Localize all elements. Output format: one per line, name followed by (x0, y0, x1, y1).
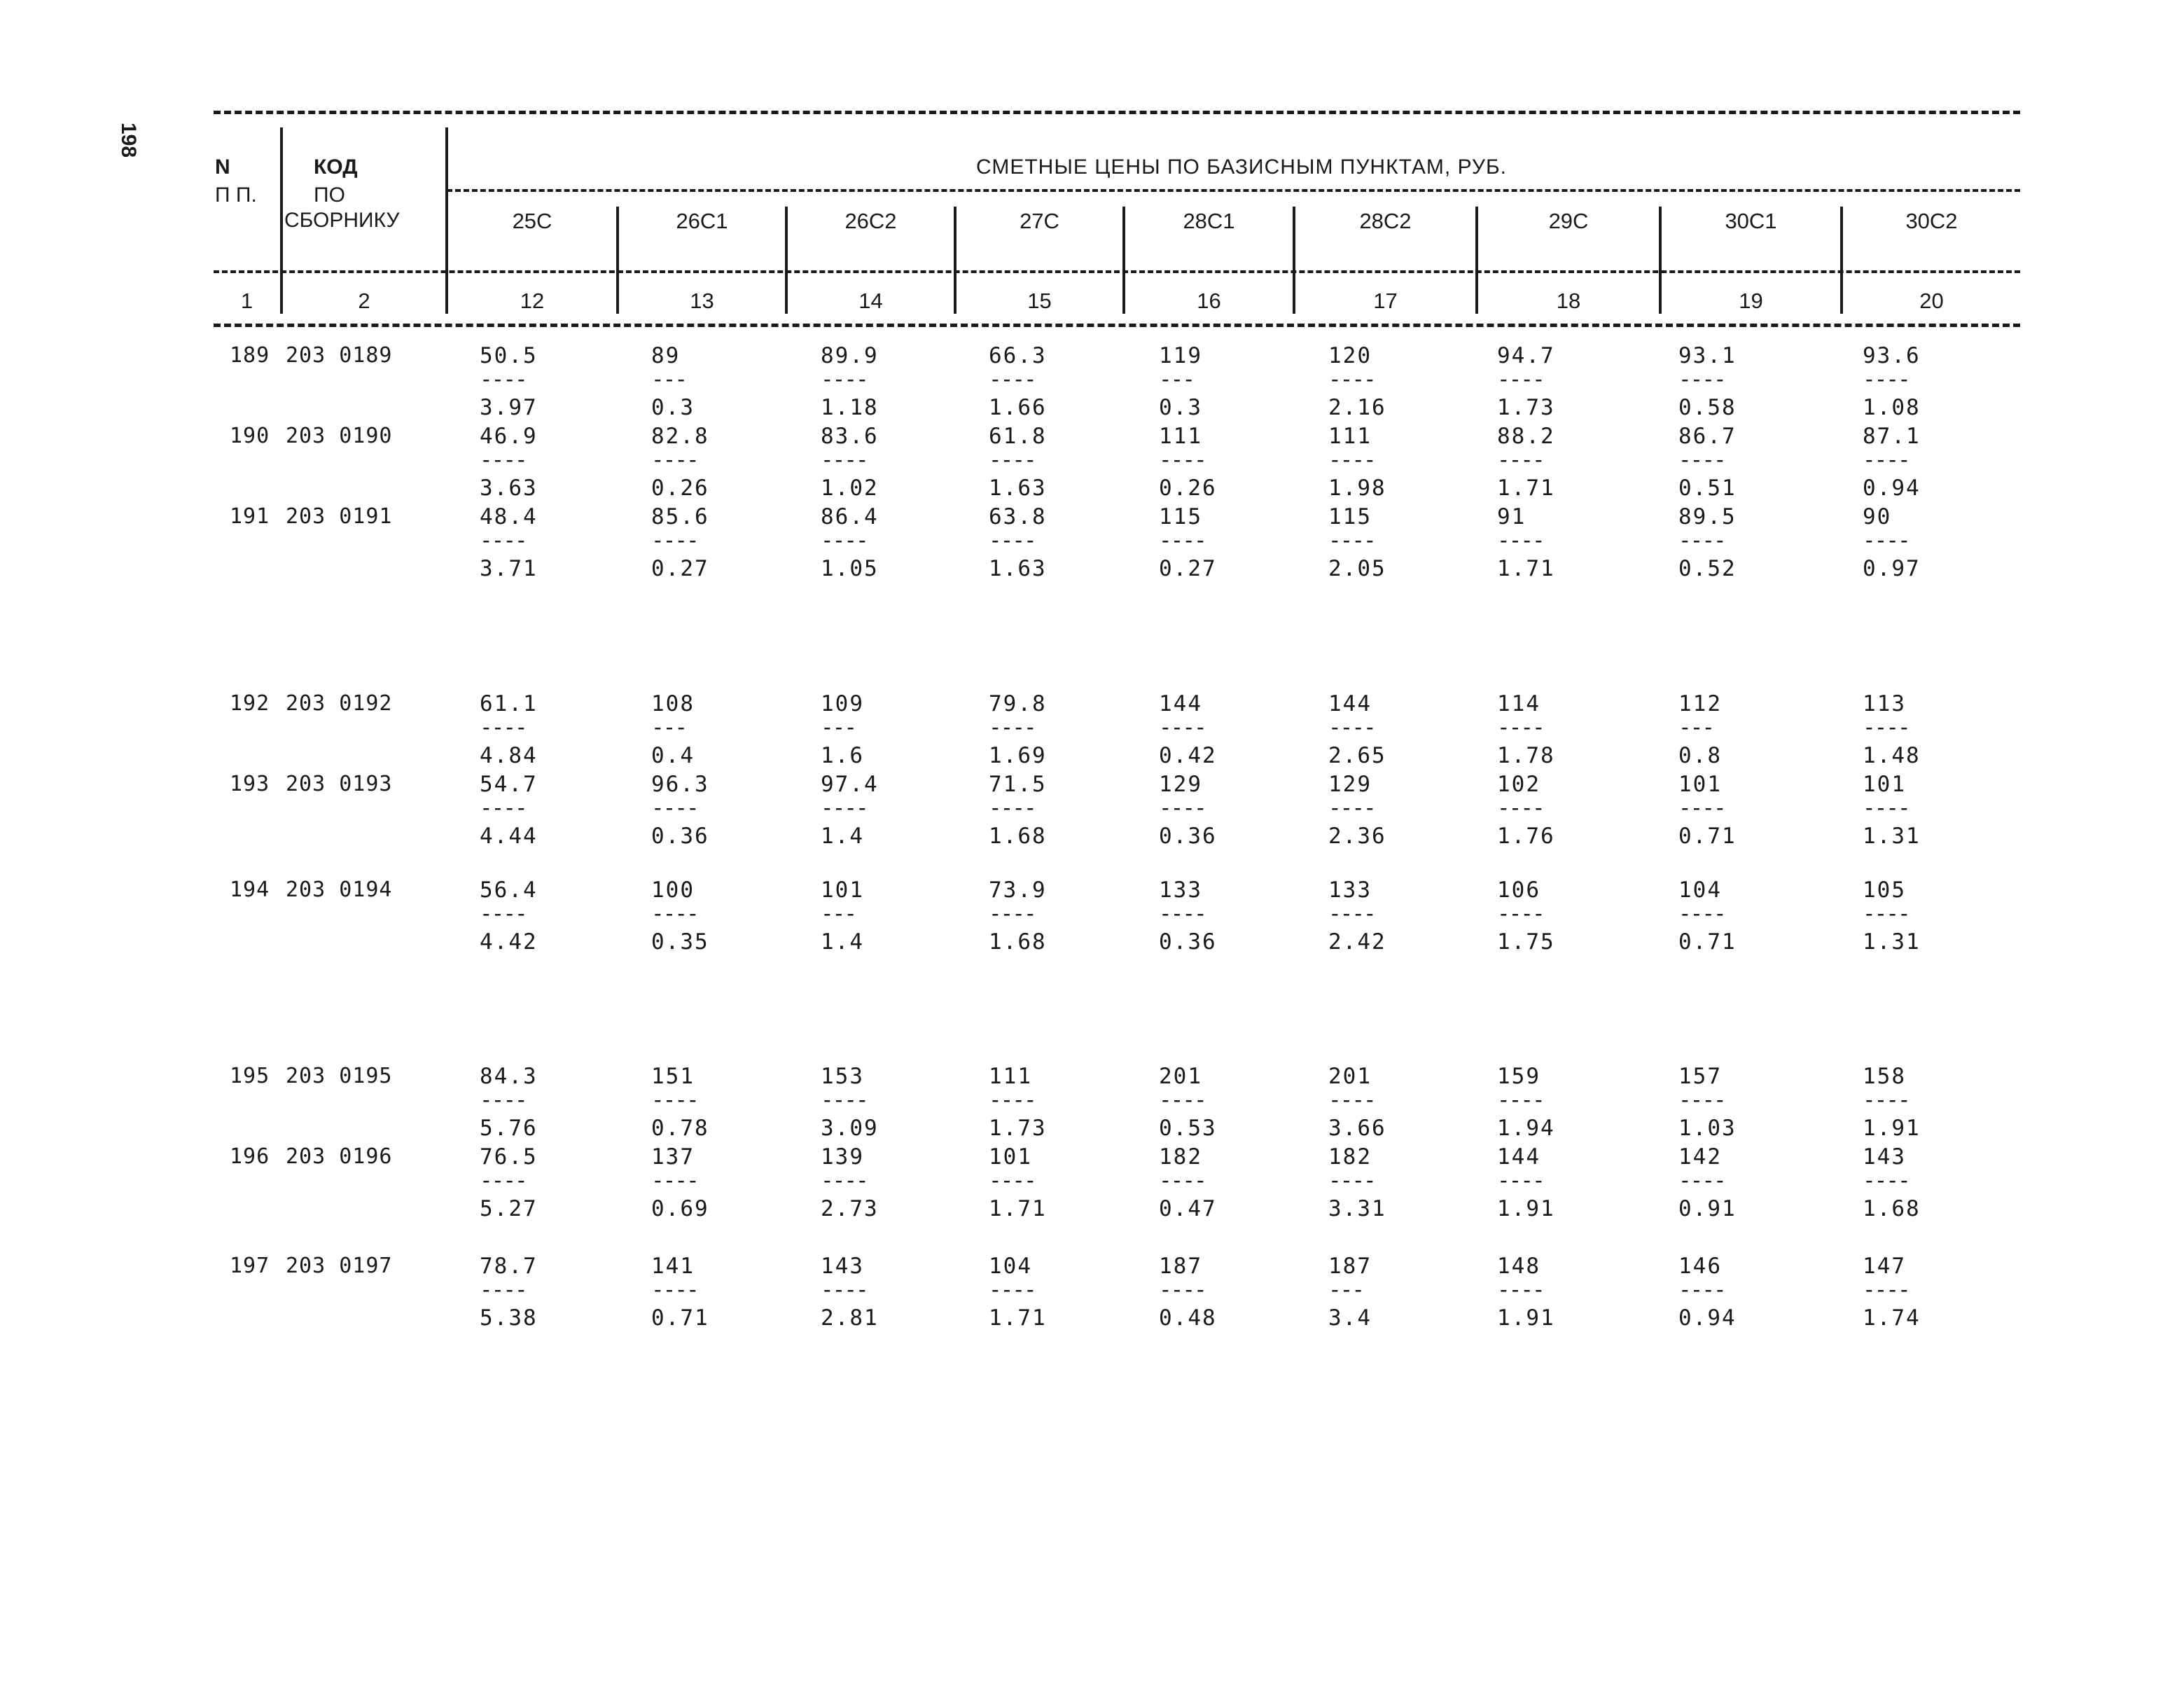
fraction-bar: ---- (1497, 367, 1544, 392)
price-value: 159 (1497, 1064, 1540, 1089)
extra-value: 0.27 (1159, 556, 1217, 581)
price-value: 93.6 (1863, 343, 1921, 368)
fraction-bar: ---- (480, 715, 527, 740)
row-code: 203 0196 (286, 1144, 393, 1169)
extra-value: 3.31 (1328, 1196, 1386, 1221)
price-value: 133 (1328, 878, 1372, 903)
fraction-bar: ---- (821, 448, 868, 473)
extra-value: 0.52 (1678, 556, 1737, 581)
row-code: 203 0193 (286, 772, 393, 796)
col-head-26c2: 26С2 (844, 209, 897, 233)
price-value: 94.7 (1497, 343, 1555, 368)
extra-value: 1.08 (1863, 395, 1921, 420)
row-number: 196 (230, 1144, 270, 1169)
fraction-bar: --- (821, 901, 856, 927)
col-head-29c: 29С (1548, 209, 1589, 233)
extra-value: 1.31 (1863, 824, 1921, 849)
price-value: 143 (821, 1254, 864, 1279)
header-bottom-rule (214, 324, 2020, 327)
price-value: 157 (1678, 1064, 1722, 1089)
fraction-bar: ---- (1678, 1277, 1725, 1303)
fraction-bar: ---- (651, 528, 698, 553)
extra-value: 3.4 (1328, 1305, 1372, 1331)
price-value: 119 (1159, 343, 1202, 368)
extra-value: 5.27 (480, 1196, 538, 1221)
price-value: 158 (1863, 1064, 1906, 1089)
fraction-bar: ---- (1497, 1168, 1544, 1193)
price-value: 89 (651, 343, 681, 368)
col-number: 13 (690, 289, 714, 313)
extra-value: 1.71 (989, 1305, 1047, 1331)
col-number: 1 (240, 289, 253, 313)
col-number: 16 (1197, 289, 1221, 313)
price-value: 120 (1328, 343, 1372, 368)
price-value: 144 (1497, 1144, 1540, 1170)
price-value: 89.9 (821, 343, 879, 368)
extra-value: 1.76 (1497, 824, 1555, 849)
extra-value: 0.3 (1159, 395, 1202, 420)
extra-value: 0.94 (1678, 1305, 1737, 1331)
extra-value: 1.91 (1863, 1116, 1921, 1141)
price-value: 137 (651, 1144, 695, 1170)
row-code: 203 0194 (286, 878, 393, 902)
header-divider (280, 127, 283, 314)
row-number: 189 (230, 343, 270, 368)
row-number: 193 (230, 772, 270, 796)
extra-value: 1.69 (989, 743, 1047, 768)
extra-value: 0.48 (1159, 1305, 1217, 1331)
price-value: 114 (1497, 691, 1540, 716)
fraction-bar: ---- (480, 796, 527, 821)
price-value: 87.1 (1863, 424, 1921, 449)
extra-value: 4.44 (480, 824, 538, 849)
price-value: 101 (1678, 772, 1722, 797)
extra-value: 0.71 (1678, 929, 1737, 955)
extra-value: 0.35 (651, 929, 709, 955)
extra-value: 3.71 (480, 556, 538, 581)
extra-value: 1.71 (989, 1196, 1047, 1221)
col-number: 20 (1919, 289, 1944, 313)
extra-value: 0.26 (651, 476, 709, 501)
extra-value: 0.42 (1159, 743, 1217, 768)
extra-value: 1.71 (1497, 476, 1555, 501)
fraction-bar: ---- (1863, 796, 1910, 821)
fraction-bar: ---- (480, 448, 527, 473)
fraction-bar: ---- (1328, 796, 1375, 821)
col2-label-line2: ПО (314, 183, 345, 207)
extra-value: 1.6 (821, 743, 864, 768)
fraction-bar: ---- (821, 1168, 868, 1193)
fraction-bar: ---- (1159, 1088, 1206, 1113)
col1-label-line2: П П. (215, 183, 257, 207)
fraction-bar: ---- (1863, 1168, 1910, 1193)
col-head-28c2: 28С2 (1359, 209, 1412, 233)
col-head-30c1: 30С1 (1725, 209, 1777, 233)
fraction-bar: ---- (989, 367, 1036, 392)
row-number: 194 (230, 878, 270, 902)
price-value: 91 (1497, 504, 1526, 529)
extra-value: 0.3 (651, 395, 695, 420)
fraction-bar: ---- (651, 1277, 698, 1303)
extra-value: 2.65 (1328, 743, 1386, 768)
header-group-rule (447, 189, 2020, 192)
price-value: 111 (989, 1064, 1032, 1089)
extra-value: 2.36 (1328, 824, 1386, 849)
price-value: 141 (651, 1254, 695, 1279)
price-value: 182 (1328, 1144, 1372, 1170)
row-code: 203 0192 (286, 691, 393, 716)
extra-value: 2.16 (1328, 395, 1386, 420)
extra-value: 0.47 (1159, 1196, 1217, 1221)
col-head-26c1: 26С1 (676, 209, 728, 233)
extra-value: 1.73 (1497, 395, 1555, 420)
fraction-bar: --- (651, 715, 686, 740)
extra-value: 3.63 (480, 476, 538, 501)
fraction-bar: --- (1159, 367, 1194, 392)
extra-value: 0.36 (651, 824, 709, 849)
extra-value: 4.42 (480, 929, 538, 955)
fraction-bar: ---- (821, 528, 868, 553)
extra-value: 1.02 (821, 476, 879, 501)
price-value: 106 (1497, 878, 1540, 903)
extra-value: 3.97 (480, 395, 538, 420)
fraction-bar: ---- (989, 448, 1036, 473)
fraction-bar: ---- (989, 1088, 1036, 1113)
fraction-bar: ---- (480, 1168, 527, 1193)
col-number: 17 (1373, 289, 1398, 313)
fraction-bar: ---- (1328, 715, 1375, 740)
price-value: 109 (821, 691, 864, 716)
price-value: 54.7 (480, 772, 538, 797)
fraction-bar: ---- (1863, 715, 1910, 740)
price-value: 201 (1159, 1064, 1202, 1089)
fraction-bar: ---- (1863, 367, 1910, 392)
price-value: 78.7 (480, 1254, 538, 1279)
extra-value: 1.63 (989, 556, 1047, 581)
price-value: 147 (1863, 1254, 1906, 1279)
fraction-bar: ---- (651, 901, 698, 927)
extra-value: 1.05 (821, 556, 879, 581)
extra-value: 1.94 (1497, 1116, 1555, 1141)
price-value: 48.4 (480, 504, 538, 529)
group-title: СМЕТНЫЕ ЦЕНЫ ПО БАЗИСНЫМ ПУНКТАМ, РУБ. (976, 155, 1507, 179)
price-value: 82.8 (651, 424, 709, 449)
header-mid-rule (214, 270, 2020, 273)
fraction-bar: ---- (1497, 1277, 1544, 1303)
fraction-bar: --- (1328, 1277, 1363, 1303)
price-value: 139 (821, 1144, 864, 1170)
fraction-bar: ---- (1678, 528, 1725, 553)
extra-value: 3.09 (821, 1116, 879, 1141)
col-number: 19 (1739, 289, 1763, 313)
row-number: 197 (230, 1254, 270, 1278)
price-value: 73.9 (989, 878, 1047, 903)
price-value: 143 (1863, 1144, 1906, 1170)
extra-value: 1.75 (1497, 929, 1555, 955)
fraction-bar: ---- (1328, 901, 1375, 927)
row-code: 203 0189 (286, 343, 393, 368)
price-value: 76.5 (480, 1144, 538, 1170)
col1-label-line1: N (215, 155, 230, 179)
col-number: 12 (520, 289, 545, 313)
fraction-bar: ---- (1678, 1088, 1725, 1113)
extra-value: 1.68 (1863, 1196, 1921, 1221)
price-value: 101 (821, 878, 864, 903)
fraction-bar: ---- (1863, 1277, 1910, 1303)
price-value: 144 (1159, 691, 1202, 716)
price-value: 133 (1159, 878, 1202, 903)
price-value: 101 (989, 1144, 1032, 1170)
price-value: 153 (821, 1064, 864, 1089)
price-value: 90 (1863, 504, 1892, 529)
fraction-bar: ---- (821, 1088, 868, 1113)
col-head-30c2: 30С2 (1905, 209, 1958, 233)
extra-value: 0.71 (651, 1305, 709, 1331)
extra-value: 1.74 (1863, 1305, 1921, 1331)
fraction-bar: ---- (1159, 1168, 1206, 1193)
fraction-bar: ---- (1678, 901, 1725, 927)
col-number: 18 (1556, 289, 1581, 313)
fraction-bar: ---- (480, 1088, 527, 1113)
fraction-bar: ---- (1159, 901, 1206, 927)
price-value: 104 (1678, 878, 1722, 903)
col2-label-line3: СБОРНИКУ (284, 209, 400, 232)
extra-value: 1.03 (1678, 1116, 1737, 1141)
row-number: 195 (230, 1064, 270, 1088)
fraction-bar: ---- (651, 1088, 698, 1113)
fraction-bar: ---- (1328, 1168, 1375, 1193)
extra-value: 0.58 (1678, 395, 1737, 420)
price-value: 129 (1159, 772, 1202, 797)
fraction-bar: ---- (1497, 715, 1544, 740)
extra-value: 2.42 (1328, 929, 1386, 955)
price-value: 50.5 (480, 343, 538, 368)
page-number: 198 (117, 123, 140, 158)
col-number: 2 (358, 289, 370, 313)
extra-value: 0.36 (1159, 929, 1217, 955)
fraction-bar: ---- (1863, 448, 1910, 473)
price-value: 144 (1328, 691, 1372, 716)
price-value: 146 (1678, 1254, 1722, 1279)
extra-value: 1.71 (1497, 556, 1555, 581)
fraction-bar: ---- (1678, 796, 1725, 821)
fraction-bar: --- (821, 715, 856, 740)
col-head-25c: 25С (512, 209, 552, 233)
price-value: 83.6 (821, 424, 879, 449)
fraction-bar: ---- (821, 367, 868, 392)
fraction-bar: ---- (480, 1277, 527, 1303)
row-number: 191 (230, 504, 270, 529)
col-head-27c: 27С (1020, 209, 1059, 233)
fraction-bar: ---- (1328, 1088, 1375, 1113)
extra-value: 0.27 (651, 556, 709, 581)
fraction-bar: ---- (1497, 448, 1544, 473)
price-value: 61.1 (480, 691, 538, 716)
price-value: 111 (1328, 424, 1372, 449)
extra-value: 0.4 (651, 743, 695, 768)
extra-value: 0.91 (1678, 1196, 1737, 1221)
fraction-bar: ---- (989, 715, 1036, 740)
fraction-bar: ---- (1863, 901, 1910, 927)
price-value: 101 (1863, 772, 1906, 797)
extra-value: 5.76 (480, 1116, 538, 1141)
extra-value: 1.73 (989, 1116, 1047, 1141)
extra-value: 0.71 (1678, 824, 1737, 849)
row-code: 203 0191 (286, 504, 393, 529)
price-value: 97.4 (821, 772, 879, 797)
price-value: 129 (1328, 772, 1372, 797)
fraction-bar: ---- (1863, 1088, 1910, 1113)
extra-value: 2.05 (1328, 556, 1386, 581)
row-code: 203 0190 (286, 424, 393, 448)
fraction-bar: ---- (1328, 528, 1375, 553)
extra-value: 3.66 (1328, 1116, 1386, 1141)
extra-value: 1.68 (989, 824, 1047, 849)
col-number: 15 (1027, 289, 1052, 313)
price-value: 105 (1863, 878, 1906, 903)
extra-value: 0.51 (1678, 476, 1737, 501)
fraction-bar: ---- (1159, 1277, 1206, 1303)
price-value: 84.3 (480, 1064, 538, 1089)
price-value: 85.6 (651, 504, 709, 529)
fraction-bar: ---- (1497, 528, 1544, 553)
price-value: 46.9 (480, 424, 538, 449)
fraction-bar: ---- (651, 448, 698, 473)
fraction-bar: ---- (651, 796, 698, 821)
extra-value: 0.78 (651, 1116, 709, 1141)
fraction-bar: ---- (1678, 367, 1725, 392)
fraction-bar: ---- (1678, 448, 1725, 473)
price-value: 148 (1497, 1254, 1540, 1279)
price-value: 187 (1159, 1254, 1202, 1279)
col2-label-line1: КОД (314, 155, 358, 179)
row-number: 192 (230, 691, 270, 716)
fraction-bar: --- (1678, 715, 1713, 740)
fraction-bar: ---- (1328, 367, 1375, 392)
fraction-bar: ---- (1863, 528, 1910, 553)
extra-value: 1.78 (1497, 743, 1555, 768)
extra-value: 0.97 (1863, 556, 1921, 581)
fraction-bar: ---- (821, 796, 868, 821)
price-value: 201 (1328, 1064, 1372, 1089)
fraction-bar: ---- (1159, 715, 1206, 740)
fraction-bar: ---- (651, 1168, 698, 1193)
extra-value: 0.26 (1159, 476, 1217, 501)
price-value: 79.8 (989, 691, 1047, 716)
extra-value: 0.8 (1678, 743, 1722, 768)
price-value: 96.3 (651, 772, 709, 797)
extra-value: 0.36 (1159, 824, 1217, 849)
fraction-bar: ---- (1678, 1168, 1725, 1193)
extra-value: 1.63 (989, 476, 1047, 501)
price-value: 115 (1159, 504, 1202, 529)
price-value: 112 (1678, 691, 1722, 716)
extra-value: 0.69 (651, 1196, 709, 1221)
fraction-bar: ---- (480, 901, 527, 927)
fraction-bar: ---- (989, 901, 1036, 927)
extra-value: 2.73 (821, 1196, 879, 1221)
price-value: 108 (651, 691, 695, 716)
extra-value: 1.68 (989, 929, 1047, 955)
extra-value: 1.31 (1863, 929, 1921, 955)
extra-value: 0.94 (1863, 476, 1921, 501)
row-number: 190 (230, 424, 270, 448)
price-value: 93.1 (1678, 343, 1737, 368)
price-value: 89.5 (1678, 504, 1737, 529)
price-value: 61.8 (989, 424, 1047, 449)
price-value: 102 (1497, 772, 1540, 797)
fraction-bar: ---- (1159, 448, 1206, 473)
extra-value: 1.91 (1497, 1305, 1555, 1331)
price-value: 111 (1159, 424, 1202, 449)
fraction-bar: ---- (989, 528, 1036, 553)
fraction-bar: ---- (1159, 528, 1206, 553)
fraction-bar: ---- (989, 796, 1036, 821)
fraction-bar: ---- (989, 1168, 1036, 1193)
fraction-bar: ---- (1497, 1088, 1544, 1113)
row-code: 203 0197 (286, 1254, 393, 1278)
fraction-bar: ---- (1497, 901, 1544, 927)
price-value: 100 (651, 878, 695, 903)
extra-value: 1.48 (1863, 743, 1921, 768)
price-value: 63.8 (989, 504, 1047, 529)
extra-value: 4.84 (480, 743, 538, 768)
price-value: 71.5 (989, 772, 1047, 797)
fraction-bar: ---- (480, 528, 527, 553)
fraction-bar: ---- (1328, 448, 1375, 473)
extra-value: 1.4 (821, 824, 864, 849)
col-number: 14 (858, 289, 883, 313)
price-value: 56.4 (480, 878, 538, 903)
row-code: 203 0195 (286, 1064, 393, 1088)
price-value: 151 (651, 1064, 695, 1089)
fraction-bar: ---- (989, 1277, 1036, 1303)
extra-value: 1.91 (1497, 1196, 1555, 1221)
price-value: 182 (1159, 1144, 1202, 1170)
price-value: 86.4 (821, 504, 879, 529)
extra-value: 0.53 (1159, 1116, 1217, 1141)
fraction-bar: ---- (1159, 796, 1206, 821)
price-value: 187 (1328, 1254, 1372, 1279)
extra-value: 1.18 (821, 395, 879, 420)
price-value: 88.2 (1497, 424, 1555, 449)
fraction-bar: ---- (480, 367, 527, 392)
fraction-bar: ---- (1497, 796, 1544, 821)
price-value: 86.7 (1678, 424, 1737, 449)
extra-value: 1.4 (821, 929, 864, 955)
price-value: 142 (1678, 1144, 1722, 1170)
price-value: 66.3 (989, 343, 1047, 368)
fraction-bar: ---- (821, 1277, 868, 1303)
header-top-rule (214, 111, 2020, 114)
extra-value: 5.38 (480, 1305, 538, 1331)
fraction-bar: --- (651, 367, 686, 392)
col-head-28c1: 28С1 (1183, 209, 1235, 233)
price-value: 115 (1328, 504, 1372, 529)
extra-value: 1.98 (1328, 476, 1386, 501)
price-value: 104 (989, 1254, 1032, 1279)
extra-value: 2.81 (821, 1305, 879, 1331)
price-value: 113 (1863, 691, 1906, 716)
extra-value: 1.66 (989, 395, 1047, 420)
